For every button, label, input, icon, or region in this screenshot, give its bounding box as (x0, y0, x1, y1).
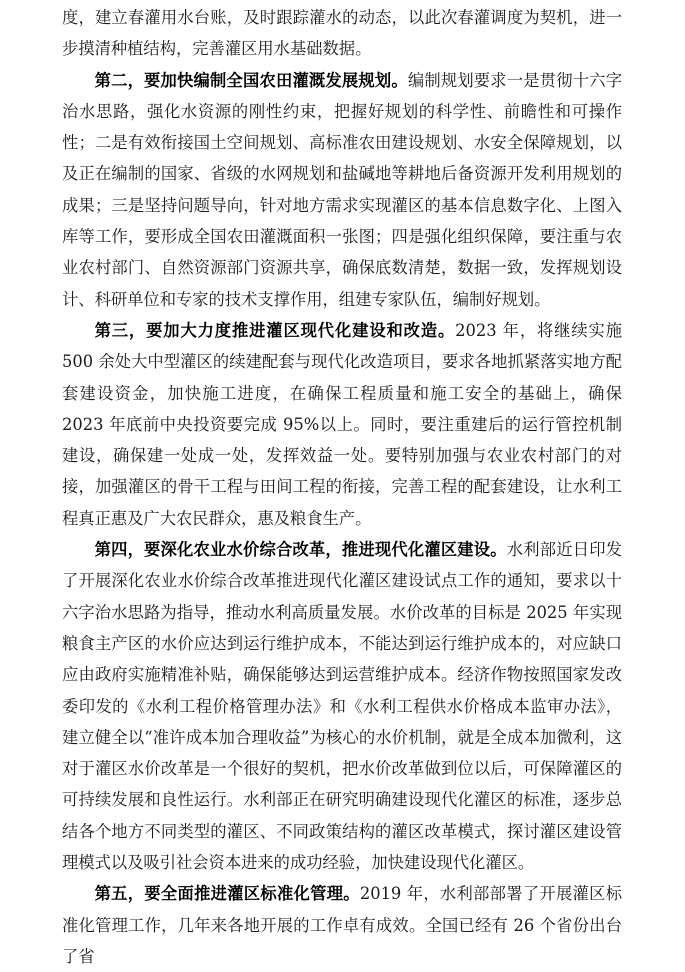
paragraph-text: 2023 年，将继续实施 500 余处大中型灌区的续建配套与现代化改造项目，要求各地抓紧落实地方配套建设资金，加快施工进度，在确保工程质量和施工安全的基础上，确保 2023 年底前中央投资要完成 95%以上。同时，要注重建后的运行管控机制建设，确保建一处成一处，发挥效益一处。要特别加强与农业农村部门的对接，加强灌区的骨干工程与田间工程的衔接，完善工程的配套建设，让水利工程真正惠及广大农民群众，惠及粮食生产。 (62, 320, 622, 528)
paragraph-heading: 第四，要深化农业水价综合改革，推进现代化灌区建设。 (94, 540, 507, 560)
paragraph-heading: 第二，要加快编制全国农田灌溉发展规划。 (94, 70, 408, 90)
paragraph-third-point (62, 315, 622, 534)
paragraph-text: 水利部近日印发了开展深化农业水价综合改革推进现代化灌区建设试点工作的通知，要求以十六字治水思路为指导，推动水利高质量发展。水价改革的目标是 2025 年实现粮食主产区的水价应达到运行维护成本，不能达到运行维护成本的，对应缺口应由政府实施精准补贴，确保能够达到运营维护成本。经济作物按照国家发改委印发的《水利工程价格管理办法》和《水利工程供水价格成本监审办法》，建立健全以“准许成本加合理收益”为核心的水价机制，就是全成本加微利，这对于灌区水价改革是一个很好的契机，把水价改革做到位以后，可保障灌区的可持续发展和良性运行。水利部正在研究明确建设现代化灌区的标准，逐步总结各个地方不同类型的灌区、不同政策结构的灌区改革模式，探讨灌区建设管理模式以及吸引社会资本进来的成功经验，加快建设现代化灌区。 (62, 540, 622, 873)
paragraph-heading: 第五，要全面推进灌区标准化管理。 (94, 884, 360, 904)
paragraph-continuation (62, 2, 622, 65)
paragraph-fourth-point (62, 534, 622, 878)
paragraph-text: 度，建立春灌用水台账，及时跟踪灌水的动态，以此次春灌调度为契机，进一步摸清种植结构，完善灌区用水基础数据。 (62, 8, 622, 59)
paragraph-text: 编制规划要求一是贯彻十六字治水思路，强化水资源的刚性约束，把握好规划的科学性、前瞻性和可操作性；二是有效衔接国土空间规划、高标准农田建设规划、水安全保障规划，以及正在编制的国家、省级的水网规划和盐碱地等耕地后备资源开发利用规划的成果；三是坚持问题导向，针对地方需求实现灌区的基本信息数字化、上图入库等工作，要形成全国农田灌溉面积一张图；四是强化组织保障，要注重与农业农村部门、自然资源部门资源共享，确保底数清楚，数据一致，发挥规划设计、科研单位和专家的技术支撑作用，组建专家队伍，编制好规划。 (62, 70, 622, 309)
paragraph-heading: 第三，要加大力度推进灌区现代化建设和改造。 (94, 320, 456, 340)
paragraph-fifth-point (62, 878, 622, 972)
paragraph-text: 2019 年，水利部部署了开展灌区标准化管理工作，几年来各地开展的工作卓有成效。全国已经有 26 个省份出台了省 (62, 884, 622, 966)
paragraph-second-point (62, 65, 622, 315)
document-page (62, 2, 622, 972)
